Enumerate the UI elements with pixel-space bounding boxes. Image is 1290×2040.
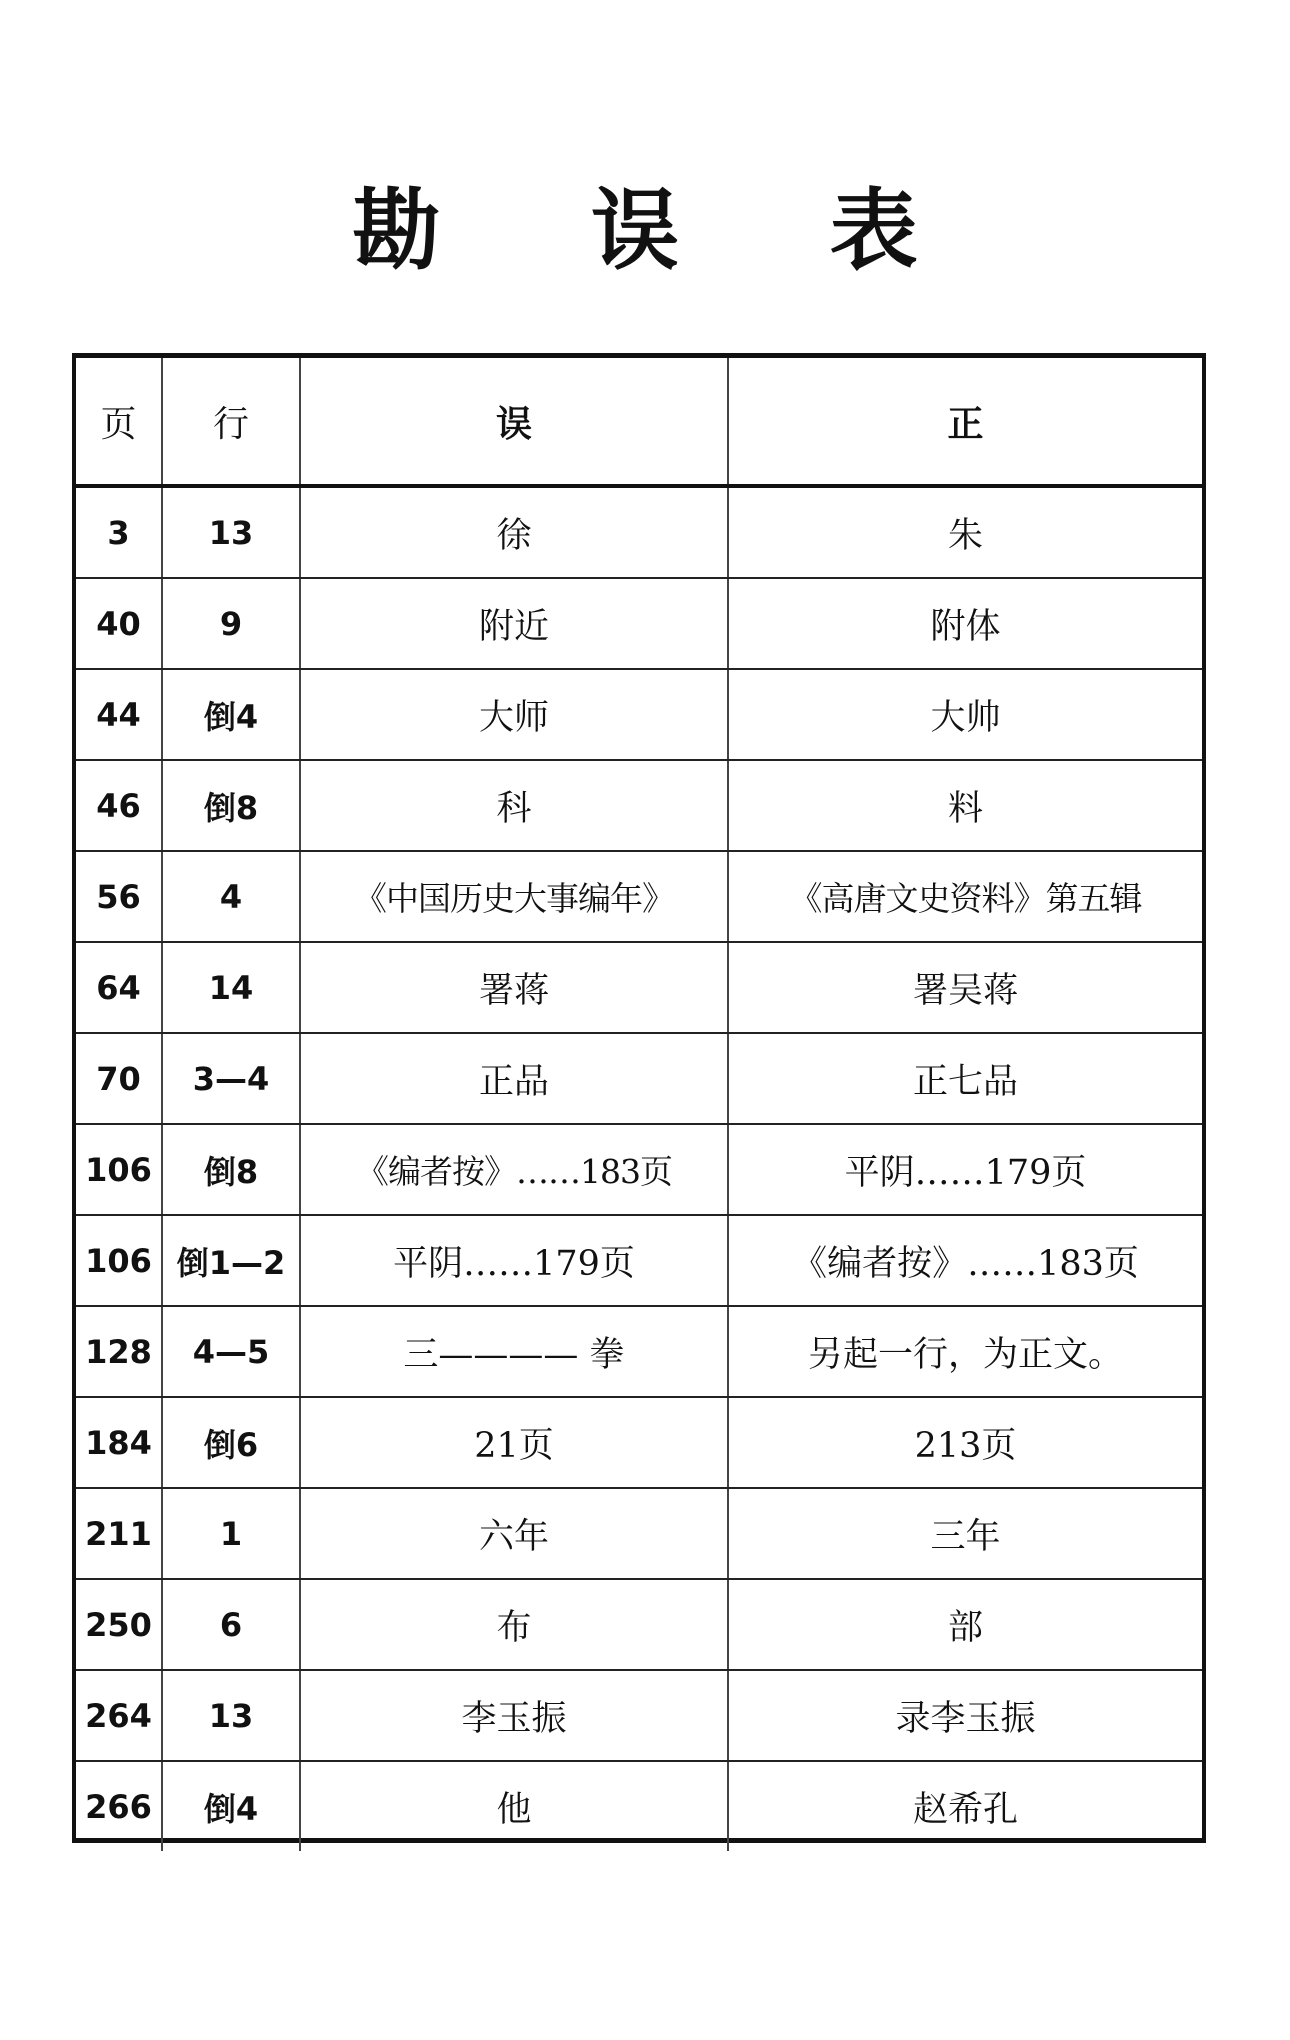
line-cell: 4—5 xyxy=(162,1306,300,1397)
right-cell: 朱 xyxy=(728,486,1202,578)
right-cell: 料 xyxy=(728,760,1202,851)
page-title: 勘 误 表 xyxy=(352,179,978,282)
right-cell: 附体 xyxy=(728,578,1202,669)
table-row xyxy=(76,1670,1202,1761)
table-row xyxy=(76,1579,1202,1670)
wrong-cell: 附近 xyxy=(300,578,728,669)
table-row xyxy=(76,851,1202,942)
right-cell: 部 xyxy=(728,1579,1202,1670)
errata-table-frame xyxy=(72,353,1206,1843)
line-cell: 9 xyxy=(162,578,300,669)
wrong-cell: 李玉振 xyxy=(300,1670,728,1761)
wrong-cell: 徐 xyxy=(300,486,728,578)
table-row xyxy=(76,760,1202,851)
line-cell: 3—4 xyxy=(162,1033,300,1124)
right-cell: 署吴蒋 xyxy=(728,942,1202,1033)
right-cell: 录李玉振 xyxy=(728,1670,1202,1761)
table-row xyxy=(76,1306,1202,1397)
wrong-cell: 《中国历史大事编年》 xyxy=(300,851,728,942)
page-cell: 70 xyxy=(76,1033,162,1124)
line-cell: 倒8 xyxy=(162,1124,300,1215)
table-row xyxy=(76,1215,1202,1306)
page-cell: 106 xyxy=(76,1124,162,1215)
table-row xyxy=(76,486,1202,578)
line-cell: 13 xyxy=(162,486,300,578)
header-line: 行 xyxy=(162,358,300,486)
wrong-cell: 21页 xyxy=(300,1397,728,1488)
line-cell: 倒6 xyxy=(162,1397,300,1488)
page-cell: 264 xyxy=(76,1670,162,1761)
line-cell: 4 xyxy=(162,851,300,942)
line-cell: 倒1—2 xyxy=(162,1215,300,1306)
header-right: 正 xyxy=(728,358,1202,486)
line-cell: 1 xyxy=(162,1488,300,1579)
page-cell: 106 xyxy=(76,1215,162,1306)
table-row xyxy=(76,1488,1202,1579)
right-cell: 213页 xyxy=(728,1397,1202,1488)
right-cell: 平阴……179页 xyxy=(728,1124,1202,1215)
line-cell: 13 xyxy=(162,1670,300,1761)
line-cell: 6 xyxy=(162,1579,300,1670)
line-cell: 14 xyxy=(162,942,300,1033)
wrong-cell: 正品 xyxy=(300,1033,728,1124)
page-cell: 3 xyxy=(76,486,162,578)
line-cell: 倒4 xyxy=(162,669,300,760)
right-cell: 正七品 xyxy=(728,1033,1202,1124)
header-row xyxy=(76,358,1202,486)
wrong-cell: 科 xyxy=(300,760,728,851)
wrong-cell: 平阴……179页 xyxy=(300,1215,728,1306)
right-cell: 另起一行，为正文。 xyxy=(728,1306,1202,1397)
wrong-cell: 三———— 拳 xyxy=(300,1306,728,1397)
line-cell: 倒8 xyxy=(162,760,300,851)
wrong-cell: 布 xyxy=(300,1579,728,1670)
right-cell: 赵希孔 xyxy=(912,1789,1018,1830)
header-wrong: 误 xyxy=(300,358,728,486)
wrong-cell: 《编者按》……183页 xyxy=(300,1124,728,1215)
line-cell: 倒4 xyxy=(162,1761,300,1851)
table-row xyxy=(76,1124,1202,1215)
page-cell: 46 xyxy=(76,760,162,851)
wrong-cell: 六年 xyxy=(300,1488,728,1579)
right-cell: 大帅 xyxy=(728,669,1202,760)
table-row xyxy=(76,1397,1202,1488)
errata-table xyxy=(76,358,1202,1851)
header-page: 页 xyxy=(76,358,162,486)
table-row xyxy=(76,942,1202,1033)
page-cell: 128 xyxy=(76,1306,162,1397)
wrong-cell: 大师 xyxy=(300,669,728,760)
page-cell: 40 xyxy=(76,578,162,669)
page-cell: 184 xyxy=(76,1397,162,1488)
table-row xyxy=(76,669,1202,760)
page-cell: 266 xyxy=(76,1761,162,1851)
wrong-cell: 他 xyxy=(300,1761,728,1851)
table-row xyxy=(76,578,1202,669)
right-cell: 三年 xyxy=(728,1488,1202,1579)
wrong-cell: 署蒋 xyxy=(300,942,728,1033)
table-row xyxy=(76,1761,1202,1851)
page-cell: 64 xyxy=(76,942,162,1033)
table-row xyxy=(76,1033,1202,1124)
page-cell: 56 xyxy=(76,851,162,942)
page-cell: 211 xyxy=(76,1488,162,1579)
right-cell: 《高唐文史资料》第五辑 xyxy=(728,851,1202,942)
page-cell: 250 xyxy=(76,1579,162,1670)
right-cell: 《编者按》……183页 xyxy=(728,1215,1202,1306)
page-cell: 44 xyxy=(76,669,162,760)
